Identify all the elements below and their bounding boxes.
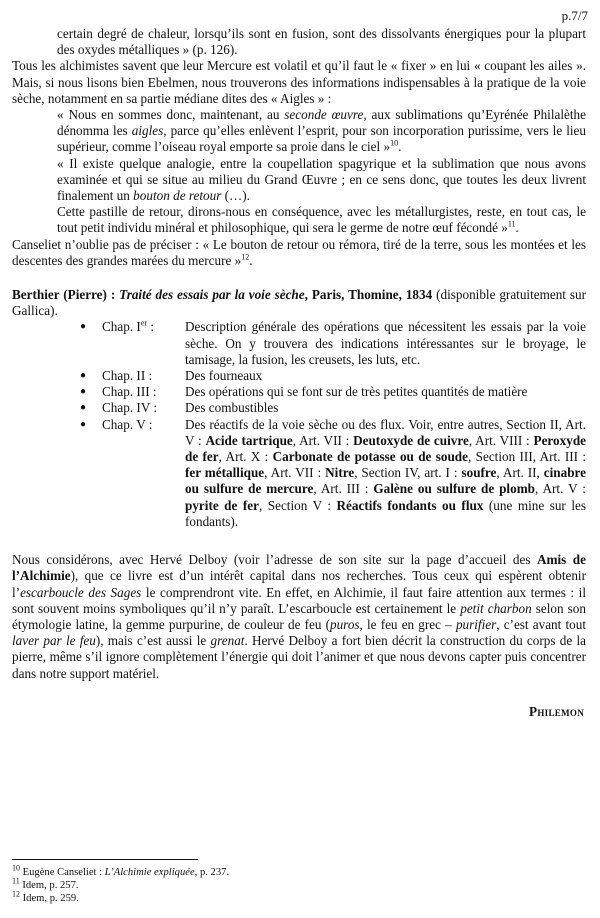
page-body (12, 26, 586, 720)
list-item (80, 368, 586, 384)
continuation-paragraph: certain degré de chaleur, lorsqu’ils sont en fusion, sont des dissolvants énergiques pour la plupart des oxydes métalliques » (p. 126). (57, 26, 586, 58)
berthier-reference: Berthier (Pierre) : Traité des essais par la voie sèche, Paris, Thomine, 1834 (disponible gratuitement sur Gallica). (12, 287, 586, 319)
chapter-description: Des combustibles (185, 400, 279, 416)
delboy-paragraph: Nous considérons, avec Hervé Delboy (voir l’adresse de son site sur la page d’accueil des Amis de l’Alchimie), que ce livre est d’un intérêt capital dans nos recherches. Tous ceux qui espèrent obtenir l’escarboucle des Sages le comprendront vite. En effet, en Alchimie, il faut faire attention aux termes : il sont souvent moins symboliques qu’il n’y paraît. L’escarboucle est certainement le petit charbon selon son étymologie latine, la gemme purpurine, de couleur de feu (puros, le feu en grec – purifier, c’est avant tout laver par le feu), mais c’est aussi le grenat. Hervé Delboy a fort bien décrit la construction du corps de la pierre, même s’il ignore complètement l’énergie qui doit l’animer et que nous devons capter puis concentrer dans notre support matériel. (12, 552, 587, 681)
footnote-12: $^{12}$ Idem, p. 259. (12, 889, 79, 904)
list-item (80, 319, 586, 368)
list-item (80, 384, 586, 400)
chapter-label: ● Chap. IV : (102, 400, 158, 416)
chapter-label: ● Chap. III : (102, 384, 157, 400)
footnotes (12, 859, 586, 905)
footnote-divider (12, 859, 198, 860)
list-item (80, 417, 586, 530)
chapter-description: Description générale des opérations que nécessitent les essais par la voie sèche. On y trouvera des indications intéressantes sur le broyage, le tamisage, la fusion, les creusets, les luts, etc. (185, 319, 586, 367)
footnote-ref-10: 10 (390, 139, 399, 149)
quote-philalethe: « Nous en sommes donc, maintenant, au seconde œuvre, aux sublimations qu’Eyrénée Philalèthe dénomma les aigles, parce qu’elles enlèvent l’esprit, pour son incorporation purissime, vers le lieu supérieur, comme l’oiseau royal emporte sa proie dans le ciel »$^{10}$. (57, 107, 586, 155)
signature: Philemon (529, 703, 584, 719)
chapter-label: ● Chap. Ier : (102, 319, 155, 335)
chapter-label: ● Chap. V : (102, 416, 153, 432)
footnote-11: $^{11}$ Idem, p. 257. (12, 876, 79, 891)
page-number: p.7/7 (561, 8, 588, 23)
list-item (80, 400, 586, 416)
book-title: Traité des essais par la voie sèche (119, 287, 305, 303)
footnote-10: $^{10}$ Eugène Canseliet : L’Alchimie expliquée, p. 237. (12, 863, 230, 878)
chapter-description: Des fourneaux (185, 368, 263, 384)
chapter-description: Des réactifs de la voie sèche ou des flux. Voir, entre autres, Section II, Art. V : Acide tartrique, Art. VII : Deutoxyde de cuivre, Art. VIII : Peroxyde de fer, Art. X : Carbonate de potasse ou de soude, Section III, Art. III : fer métallique, Art. VII : Nitre, Section IV, art. I : soufre, Art. II, cinabre ou sulfure de mercure, Art. III : Galène ou sulfure de plomb, Art. V : pyrite de fer, Section V : Réactifs fondants ou flux (une mine sur les fondants). (185, 416, 587, 529)
quote-coupellation: « Il existe quelque analogie, entre la coupellation spagyrique et la sublimation que nous avons examinée et qui se situe au milieu du Grand Œuvre ; en ce sens donc, que toutes les deux livrent finalement un bouton de retour (…). (57, 155, 586, 204)
footnote-ref-12: 12 (241, 252, 250, 262)
canseliet-paragraph: Canseliet n’oublie pas de préciser : « Le bouton de retour ou rémora, tiré de la terre, sous les montées et les descentes des grandes marées du mercure »$^{12}$. (12, 236, 586, 268)
mercure-paragraph: Tous les alchimistes savent que leur Mercure est volatil et qu’il faut le « fixer » en lui « coupant les ailes ». Mais, si nous lisons bien Ebelmen, nous trouverons des informations indispensables à la pratique de la voie sèche, notamment en sa partie médiane dites des « Aigles » : (12, 58, 586, 106)
chapter-list (80, 319, 586, 530)
footnote-ref-11: 11 (507, 220, 516, 230)
chapter-description: Des opérations qui se font sur de très petites quantités de matière (185, 384, 528, 400)
quote-pastille: Cette pastille de retour, dirons-nous en conséquence, avec les métallurgistes, reste, en tout cas, le tout petit individu minéral et philosophique, qui sera le germe de notre œuf fécondé »$^{11}$. (57, 204, 586, 236)
chapter-label: ● Chap. II : (102, 368, 153, 384)
